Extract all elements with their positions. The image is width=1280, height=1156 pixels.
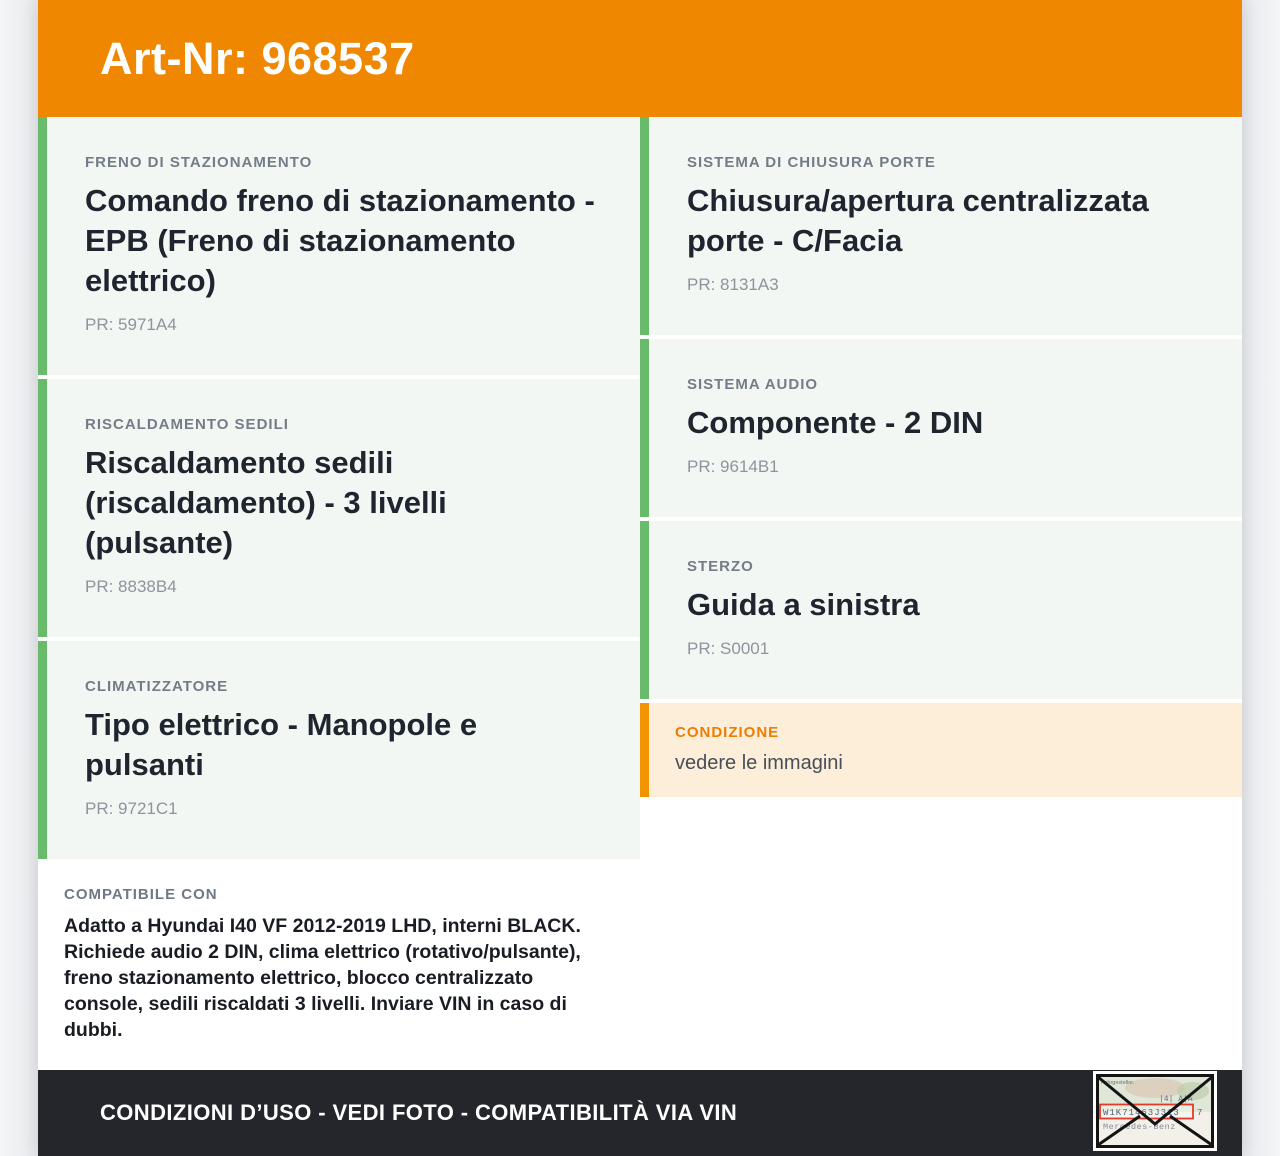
listing-panel	[38, 0, 1242, 1156]
compatibility-text: Adatto a Hyundai I40 VF 2012-2019 LHD, interni BLACK. Richiede audio 2 DIN, clima elettrico (rotativo/pulsante), freno stazionamento elettrico, blocco centralizzato console, sedili riscaldati 3 livelli. Inviare VIN in caso di dubbi.	[64, 915, 581, 1041]
footer-bar	[38, 1070, 1242, 1156]
spec-pr-code: PR: 8838B4	[85, 577, 177, 596]
spec-columns	[38, 117, 1242, 1065]
article-number-title: Art-Nr: 968537	[100, 32, 415, 84]
spec-category-label: CLIMATIZZATORE	[85, 678, 229, 695]
stamp-small-label: Fahrgestellnr.	[1101, 1080, 1135, 1086]
compatibility-label: COMPATIBILE CON	[64, 886, 218, 903]
compatibility-card	[38, 863, 640, 1065]
spec-pr-code: PR: S0001	[687, 639, 770, 658]
spec-title: Tipo elettrico - Manopole e pulsanti	[85, 707, 478, 782]
condition-value: vedere le immagini	[675, 752, 843, 774]
stamp-vin: W1K71463J313	[1103, 1108, 1180, 1118]
spec-card-door-locking	[640, 117, 1242, 335]
stamp-vin-suffix: 7	[1197, 1108, 1203, 1118]
right-column	[640, 117, 1242, 1065]
spec-card-steering	[640, 521, 1242, 699]
header-banner	[38, 0, 1242, 117]
spec-pr-code: PR: 9721C1	[85, 799, 178, 818]
spec-card-climate	[38, 641, 640, 859]
spec-category-label: SISTEMA DI CHIUSURA PORTE	[687, 154, 936, 171]
spec-title: Chiusura/apertura centralizzata porte - C/Facia	[687, 183, 1149, 258]
spec-category-label: FRENO DI STAZIONAMENTO	[85, 154, 313, 171]
spec-category-label: RISCALDAMENTO SEDILI	[85, 416, 289, 433]
stamp-row1: |4| A|A	[1159, 1095, 1193, 1104]
spec-pr-code: PR: 5971A4	[85, 315, 177, 334]
spec-title: Comando freno di stazionamento - EPB (Freno di stazionamento elettrico)	[85, 183, 595, 298]
spec-title: Componente - 2 DIN	[687, 405, 984, 440]
spec-card-seat-heating	[38, 379, 640, 637]
stamp-brand: Mercedes-Benz	[1103, 1122, 1176, 1132]
condition-card	[640, 703, 1242, 797]
spec-pr-code: PR: 8131A3	[687, 275, 779, 294]
left-column	[38, 117, 640, 1065]
vin-document-envelope-icon	[1093, 1071, 1217, 1151]
condition-label: CONDIZIONE	[675, 724, 780, 741]
spec-category-label: STERZO	[687, 558, 754, 575]
spec-pr-code: PR: 9614B1	[687, 457, 779, 476]
vin-envelope-stamp	[1093, 1071, 1217, 1151]
footer-notice-text: CONDIZIONI D’USO - VEDI FOTO - COMPATIBILITÀ VIA VIN	[100, 1100, 738, 1125]
spec-title: Guida a sinistra	[687, 587, 920, 622]
spec-title: Riscaldamento sedili (riscaldamento) - 3 livelli (pulsante)	[85, 445, 447, 560]
spec-category-label: SISTEMA AUDIO	[687, 376, 819, 393]
spec-card-parking-brake	[38, 117, 640, 375]
spec-card-audio	[640, 339, 1242, 517]
